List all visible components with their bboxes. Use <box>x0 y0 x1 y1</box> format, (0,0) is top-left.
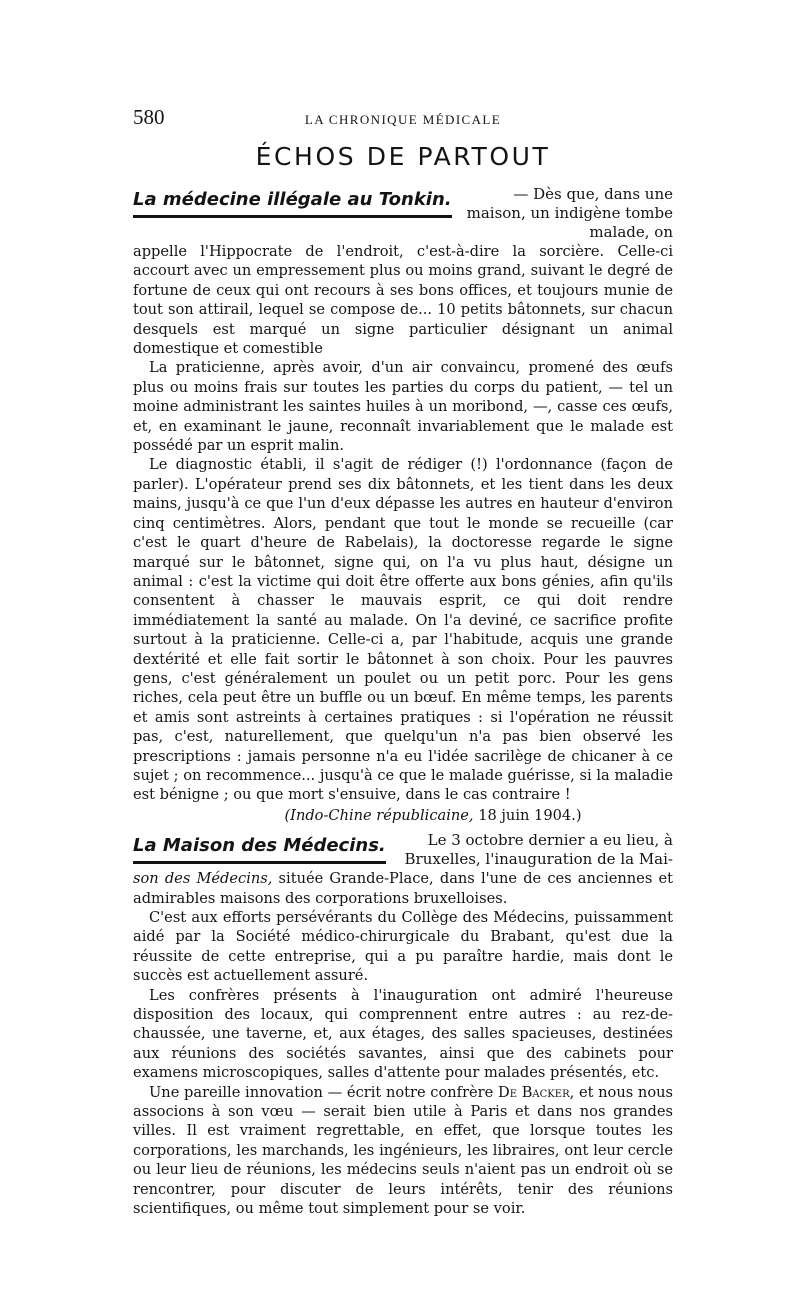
article-heading <box>133 185 673 242</box>
paragraph: Les confrères présents à l'inauguration ont admiré l'heureuse disposition des locaux, qui comprennent entre autres : au rez-de-chaussée, une taverne, et, aux étages, des salles spacieuses, destinées aux réunions des sociétés savantes, ainsi que des cabinets pour examens microscopiques, salles d'attente pour malades présentés, etc. <box>133 986 673 1082</box>
paragraph <box>133 1083 673 1219</box>
article-lead: — Dès que, dans une maison, un indigène tombe malade, on <box>466 185 673 241</box>
author-name: De Backer, <box>498 1083 575 1101</box>
section-title: ÉCHOS DE PARTOUT <box>255 142 551 171</box>
running-head <box>133 102 673 132</box>
article-heading <box>133 831 673 869</box>
article-lead: Le 3 octobre dernier a eu lieu, à Bruxelles, l'inauguration de la Mai- <box>404 831 673 869</box>
article-medecine-illegale <box>133 185 673 825</box>
citation-date: 18 juin 1904.) <box>478 806 582 824</box>
paragraph <box>133 869 673 908</box>
paragraph-text: située Grande-Place, dans l'une de ces anciennes et admirables maisons des corporations bruxelloises. <box>133 870 673 907</box>
page-number: 580 <box>133 105 165 129</box>
paragraph-text: Une pareille innovation — écrit notre confrère <box>149 1083 498 1101</box>
citation-source: (Indo-Chine républicaine, <box>284 806 474 824</box>
article-title: La Maison des Médecins. <box>133 833 386 864</box>
paragraph: appelle l'Hippocrate de l'endroit, c'est-à-dire la sorcière. Celle-ci accourt avec un empressement plus ou moins grand, suivant le degré de fortune de ceux qui ont recours à ses bons offices, et toujours munie de tout son attirail, lequel se compose de... 10 petits bâtonnets, sur chacun desquels est marqué un signe particulier désignant un animal domestique et comestible <box>133 243 673 358</box>
citation <box>193 806 673 825</box>
article-title: La médecine illégale au Tonkin. <box>133 187 452 218</box>
paragraph: La praticienne, après avoir, d'un air convaincu, promené des œufs plus ou moins frais sur toutes les parties du corps du patient, — tel un moine administrant les saintes huiles à un moribond, —, casse ces œufs, et, en examinant le jaune, reconnaît invariablement que le malade est possédé par un esprit malin. <box>133 359 673 455</box>
italic-text: son des Médecins, <box>133 870 273 888</box>
article-maison-des-medecins <box>133 831 673 1218</box>
paragraph-text: et nous nous associons à son vœu — serait bien utile à Paris et dans nos grandes villes. Il est vraiment regrettable, en effet, que lorsque toutes les corporations, les marchands, les ingénieurs, les libraires, ont leur cercle ou leur lieu de réunions, les médecins seuls n'aient pas un endroit où se rencontrer, pour discuter de leurs intérêts, tenir des réunions scientifiques, ou même tout simplement pour se voir. <box>133 1083 673 1218</box>
journal-title: LA CHRONIQUE MÉDICALE <box>304 112 502 127</box>
paragraph: Le diagnostic établi, il s'agit de rédiger (!) l'ordonnance (façon de parler). L'opérateur prend ses dix bâtonnets, et les tient dans les deux mains, jusqu'à ce que l'un d'eux dépasse les autres en hauteur d'environ cinq centimètres. Alors, pendant que tout le monde se recueille (car c'est le quart d'heure de Rabelais), la doctoresse regarde le signe marqué sur le bâtonnet, signe qui, on l'a vu plus haut, désigne un animal : c'est la victime qui doit être offerte aux bons génies, afin qu'ils consentent à chasser le mauvais esprit, ce qui doit rendre immédiatement la santé au malade. On l'a deviné, ce sacrifice profite surtout à la praticienne. Celle-ci a, par l'habitude, acquis une grande dextérité et elle fait sortir le bâtonnet à son choix. Pour les pauvres gens, c'est généralement un poulet ou un petit porc. Pour les gens riches, cela peut être un buffle ou un bœuf. En même temps, les parents et amis sont astreints à certaines pratiques : si l'opération ne réussit pas, c'est, naturellement, que quelqu'un n'a pas bien observé les prescriptions : jamais personne n'a eu l'idée sacrilège de chicaner à ce sujet ; on recommence... jusqu'à ce que le malade guérisse, si la maladie est bénigne ; ou que mort s'ensuive, dans le cas contraire ! <box>133 456 673 804</box>
document-page <box>133 102 673 1219</box>
paragraph: C'est aux efforts persévérants du Collège des Médecins, puissamment aidé par la Société médico-chirurgicale du Brabant, qu'est due la réussite de cette entreprise, qui a pu paraître hardie, mais dont le succès est actuellement assuré. <box>133 909 673 985</box>
